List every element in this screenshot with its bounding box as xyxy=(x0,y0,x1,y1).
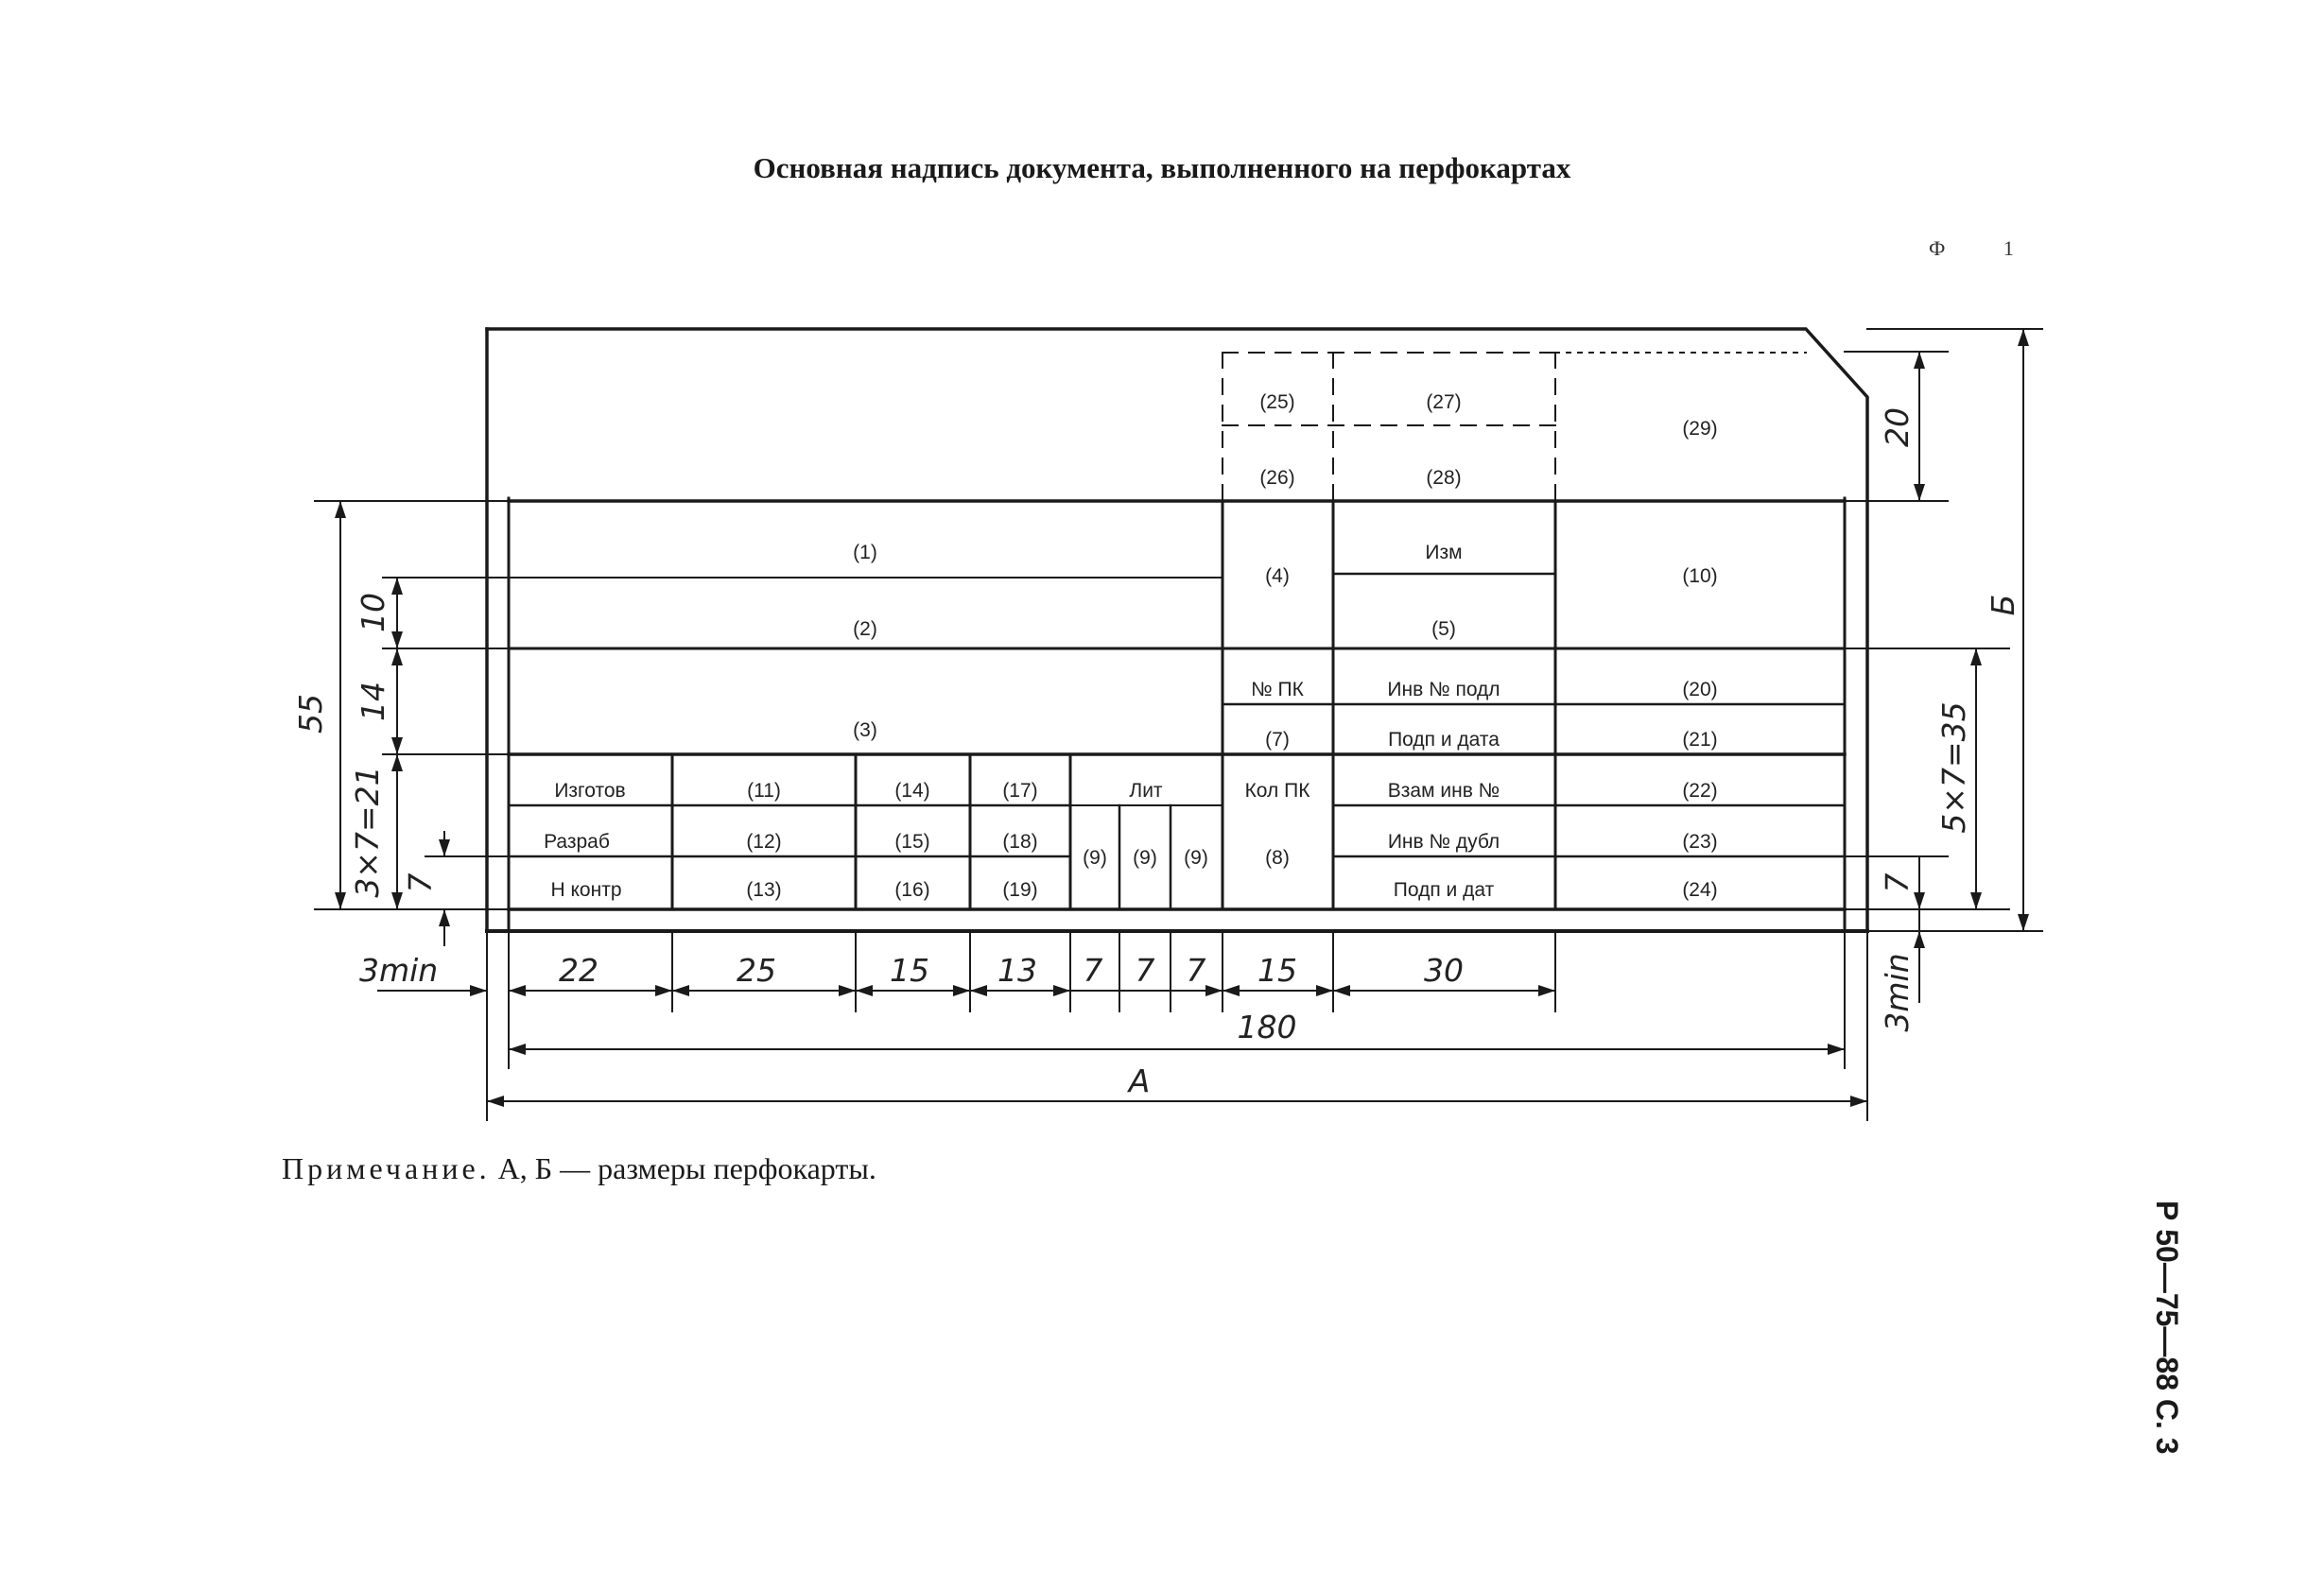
field-10: (10) xyxy=(1682,565,1718,587)
dim-card-width-a: А xyxy=(1128,1062,1151,1099)
title-block-lines xyxy=(315,329,2042,1120)
dim-width-22: 22 xyxy=(559,952,598,989)
card-outline xyxy=(487,329,1867,931)
field-15: (15) xyxy=(894,831,930,853)
label-inv-podl: Инв № подл xyxy=(1387,679,1500,700)
dim-min-left: 3min xyxy=(359,952,439,989)
field-9-c: (9) xyxy=(1184,847,1208,869)
field-24: (24) xyxy=(1682,879,1718,901)
dim-height-14: 14 xyxy=(355,682,391,721)
label-podp-data: Подп и дата xyxy=(1388,729,1500,751)
label-izgotov: Изготов xyxy=(554,780,626,802)
label-razrab: Разраб xyxy=(544,831,610,853)
field-7: (7) xyxy=(1265,729,1290,751)
label-npk: № ПК xyxy=(1251,679,1304,700)
figure-label: Ф 1 xyxy=(1929,236,2040,260)
label-izm: Изм xyxy=(1425,542,1463,563)
dim-width-7-b: 7 xyxy=(1135,952,1155,989)
note-text: А, Б — размеры перфокарты. xyxy=(490,1151,876,1185)
label-vzam-inv: Взам инв № xyxy=(1387,780,1500,802)
dim-width-30: 30 xyxy=(1424,952,1464,989)
dim-height-55: 55 xyxy=(292,694,329,734)
dim-height-20: 20 xyxy=(1879,407,1916,447)
field-23: (23) xyxy=(1682,831,1718,853)
dim-width-25: 25 xyxy=(737,952,776,989)
label-inv-dubl: Инв № дубл xyxy=(1387,831,1500,853)
field-12: (12) xyxy=(746,831,782,853)
field-3: (3) xyxy=(853,719,877,741)
dim-height-3x7: 3×7=21 xyxy=(349,766,386,898)
document-title: Основная надпись документа, выполненного на перфокартах xyxy=(753,151,1571,184)
field-9-b: (9) xyxy=(1133,847,1157,869)
field-17: (17) xyxy=(1002,780,1038,802)
dim-height-7-right: 7 xyxy=(1879,872,1916,893)
note xyxy=(282,1151,876,1186)
field-19: (19) xyxy=(1002,879,1038,901)
dim-width-7-c: 7 xyxy=(1186,952,1206,989)
field-18: (18) xyxy=(1002,831,1038,853)
dim-card-height-b: Б xyxy=(1985,594,2021,616)
dim-min-right: 3min xyxy=(1879,953,1916,1032)
field-26: (26) xyxy=(1259,467,1295,489)
dim-width-15-a: 15 xyxy=(890,952,929,989)
dim-total-180: 180 xyxy=(1237,1009,1297,1045)
field-28: (28) xyxy=(1426,467,1462,489)
field-21: (21) xyxy=(1682,729,1718,751)
field-27: (27) xyxy=(1426,391,1462,413)
dim-height-7-left: 7 xyxy=(402,872,439,893)
field-16: (16) xyxy=(894,879,930,901)
dim-height-5x7: 5×7=35 xyxy=(1935,701,1972,834)
page-reference: Р 50—75—88 С. 3 xyxy=(2150,1200,2184,1455)
note-lead: Примечание. xyxy=(282,1151,491,1185)
field-5: (5) xyxy=(1431,618,1456,640)
field-2: (2) xyxy=(853,618,877,640)
field-9-a: (9) xyxy=(1083,847,1107,869)
dim-width-7-a: 7 xyxy=(1083,952,1103,989)
field-8: (8) xyxy=(1265,847,1290,869)
field-13: (13) xyxy=(746,879,782,901)
field-20: (20) xyxy=(1682,679,1718,700)
field-29: (29) xyxy=(1682,418,1718,440)
dim-width-15-b: 15 xyxy=(1257,952,1297,989)
field-14: (14) xyxy=(894,780,930,802)
field-11: (11) xyxy=(747,780,781,802)
dim-height-10: 10 xyxy=(355,593,391,632)
label-lit: Лит xyxy=(1129,780,1163,802)
field-22: (22) xyxy=(1682,780,1718,802)
field-4: (4) xyxy=(1265,565,1290,587)
label-kol-pk: Кол ПК xyxy=(1244,780,1310,802)
label-n-kontr: Н контр xyxy=(550,879,622,901)
dim-width-13: 13 xyxy=(997,952,1037,989)
field-1: (1) xyxy=(853,542,877,563)
field-25: (25) xyxy=(1259,391,1295,413)
label-podp-dat: Подп и дат xyxy=(1393,879,1495,901)
